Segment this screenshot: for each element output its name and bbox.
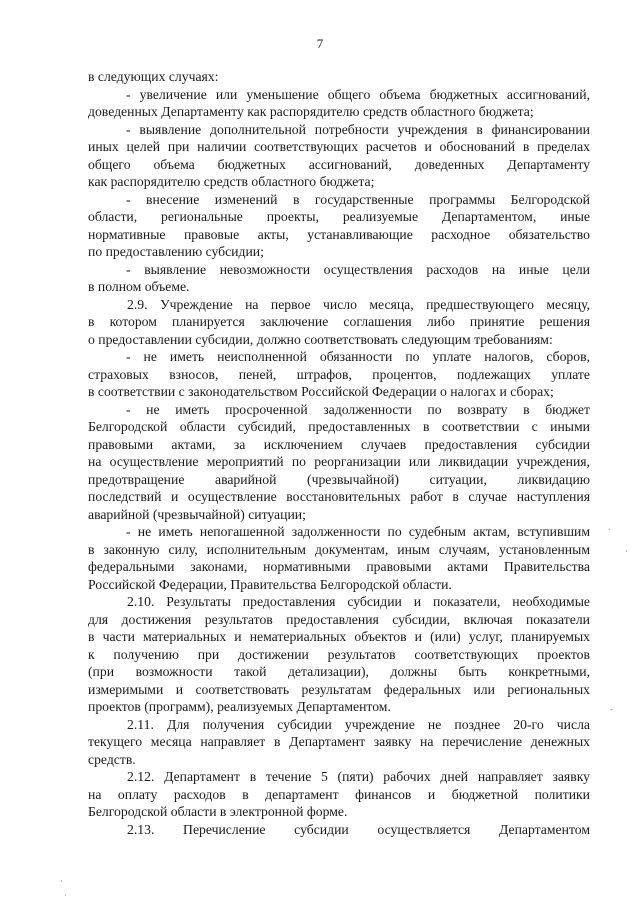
- text-line: к получению при достижении результатов соответствующих проектов: [88, 646, 590, 662]
- scan-speck: ˎ: [608, 521, 611, 530]
- text-line: предотвращение аварийной (чрезвычайной) ситуации, ликвидацию: [88, 471, 590, 487]
- text-line: Российской Федерации, Правительства Белгородской области.: [88, 576, 452, 592]
- text-line: области, региональные проекты, реализуемые Департаментом, иные: [88, 209, 590, 224]
- text-line: текущего месяца направляет в Департамент заявку на перечисление денежных: [88, 734, 590, 749]
- text-line: доведенных Департаменту как распорядителю средств областного бюджета;: [88, 104, 534, 119]
- scan-speck: -: [610, 705, 613, 714]
- text-line: 2.9. Учреждение на первое число месяца, предшествующего месяцу,: [127, 296, 590, 312]
- text-line: 2.11. Для получения субсидии учреждение не позднее 20-го числа: [127, 716, 590, 732]
- text-line: измеримыми и соответствовать результатам федеральных или региональных: [88, 681, 590, 697]
- text-line: - не иметь непогашенной задолженности по судебным актам, вступившим: [126, 524, 590, 539]
- text-line: общего объема бюджетных ассигнований, доведенных Департаменту: [88, 156, 590, 172]
- text-line: в полном объеме.: [88, 279, 190, 294]
- scan-speck: ·: [64, 891, 67, 900]
- scan-speck: ·: [60, 877, 63, 886]
- text-line: для достижения результатов предоставления субсидии, включая показатели: [88, 611, 590, 627]
- text-line: в части материальных и нематериальных объектов и (или) услуг, планируемых: [88, 629, 590, 644]
- text-line: иных целей при наличии соответствующих расчетов и обоснований в пределах: [88, 139, 590, 154]
- text-line: страховых взносов, пеней, штрафов, процентов, подлежащих уплате: [88, 366, 590, 382]
- text-line: Белгородской области в электронной форме.: [88, 804, 348, 819]
- text-line: в котором планируется заключение соглашения либо принятие решения: [88, 314, 590, 329]
- text-line: на осуществление мероприятий по реорганизации или ликвидации учреждения,: [88, 454, 590, 469]
- text-line: 2.12. Департамент в течение 5 (пяти) рабочих дней направляет заявку: [127, 769, 590, 784]
- text-line: - выявление дополнительной потребности учреждения в финансировании: [126, 121, 590, 137]
- text-line: нормативные правовые акты, устанавливающие расходное обязательство: [88, 226, 590, 242]
- text-line: на оплату расходов в департамент финансов и бюджетной политики: [88, 786, 590, 802]
- text-line: федеральными законами, нормативными правовыми актами Правительства: [88, 559, 590, 574]
- text-line: - не иметь неисполненной обязанности по уплате налогов, сборов,: [126, 349, 590, 364]
- scan-speck: ·: [625, 547, 628, 556]
- text-line: проектов (программ), реализуемых Департаментом.: [88, 699, 391, 714]
- text-line: правовыми актами, за исключением случаев предоставления субсидии: [88, 436, 590, 452]
- text-line: - внесение изменений в государственные программы Белгородской: [126, 191, 590, 207]
- text-line: - выявление невозможности осуществления расходов на иные цели: [126, 261, 590, 277]
- text-line: по предоставлению субсидии;: [88, 244, 264, 259]
- text-line: как распорядителю средств областного бюджета;: [88, 174, 375, 189]
- text-line: Белгородской области субсидий, предоставленных в соответствии с иными: [88, 419, 590, 434]
- text-line: - не иметь просроченной задолженности по возврату в бюджет: [126, 401, 590, 417]
- text-line: средств.: [88, 751, 136, 767]
- text-line: в следующих случаях:: [88, 69, 219, 84]
- text-line: последствий и осуществление восстановительных работ в случае наступления: [88, 489, 590, 504]
- text-line: 2.10. Результаты предоставления субсидии и показатели, необходимые: [127, 594, 590, 609]
- document-body: [88, 68, 590, 838]
- text-line: аварийной (чрезвычайной) ситуации;: [88, 506, 306, 522]
- text-line: 2.13. Перечисление субсидии осуществляется Департаментом: [127, 821, 590, 837]
- text-line: (при возможности такой детализации), должны быть конкретными,: [88, 664, 590, 679]
- text-line: о предоставлении субсидии, должно соответствовать следующим требованиям:: [88, 331, 553, 347]
- text-line: в законную силу, исполнительным документам, иным случаям, установленным: [88, 541, 590, 557]
- text-line: в соответствии с законодательством Российской Федерации о налогах и сборах;: [88, 384, 554, 399]
- page-number: 7: [316, 36, 324, 51]
- text-line: - увеличение или уменьшение общего объема бюджетных ассигнований,: [126, 86, 590, 102]
